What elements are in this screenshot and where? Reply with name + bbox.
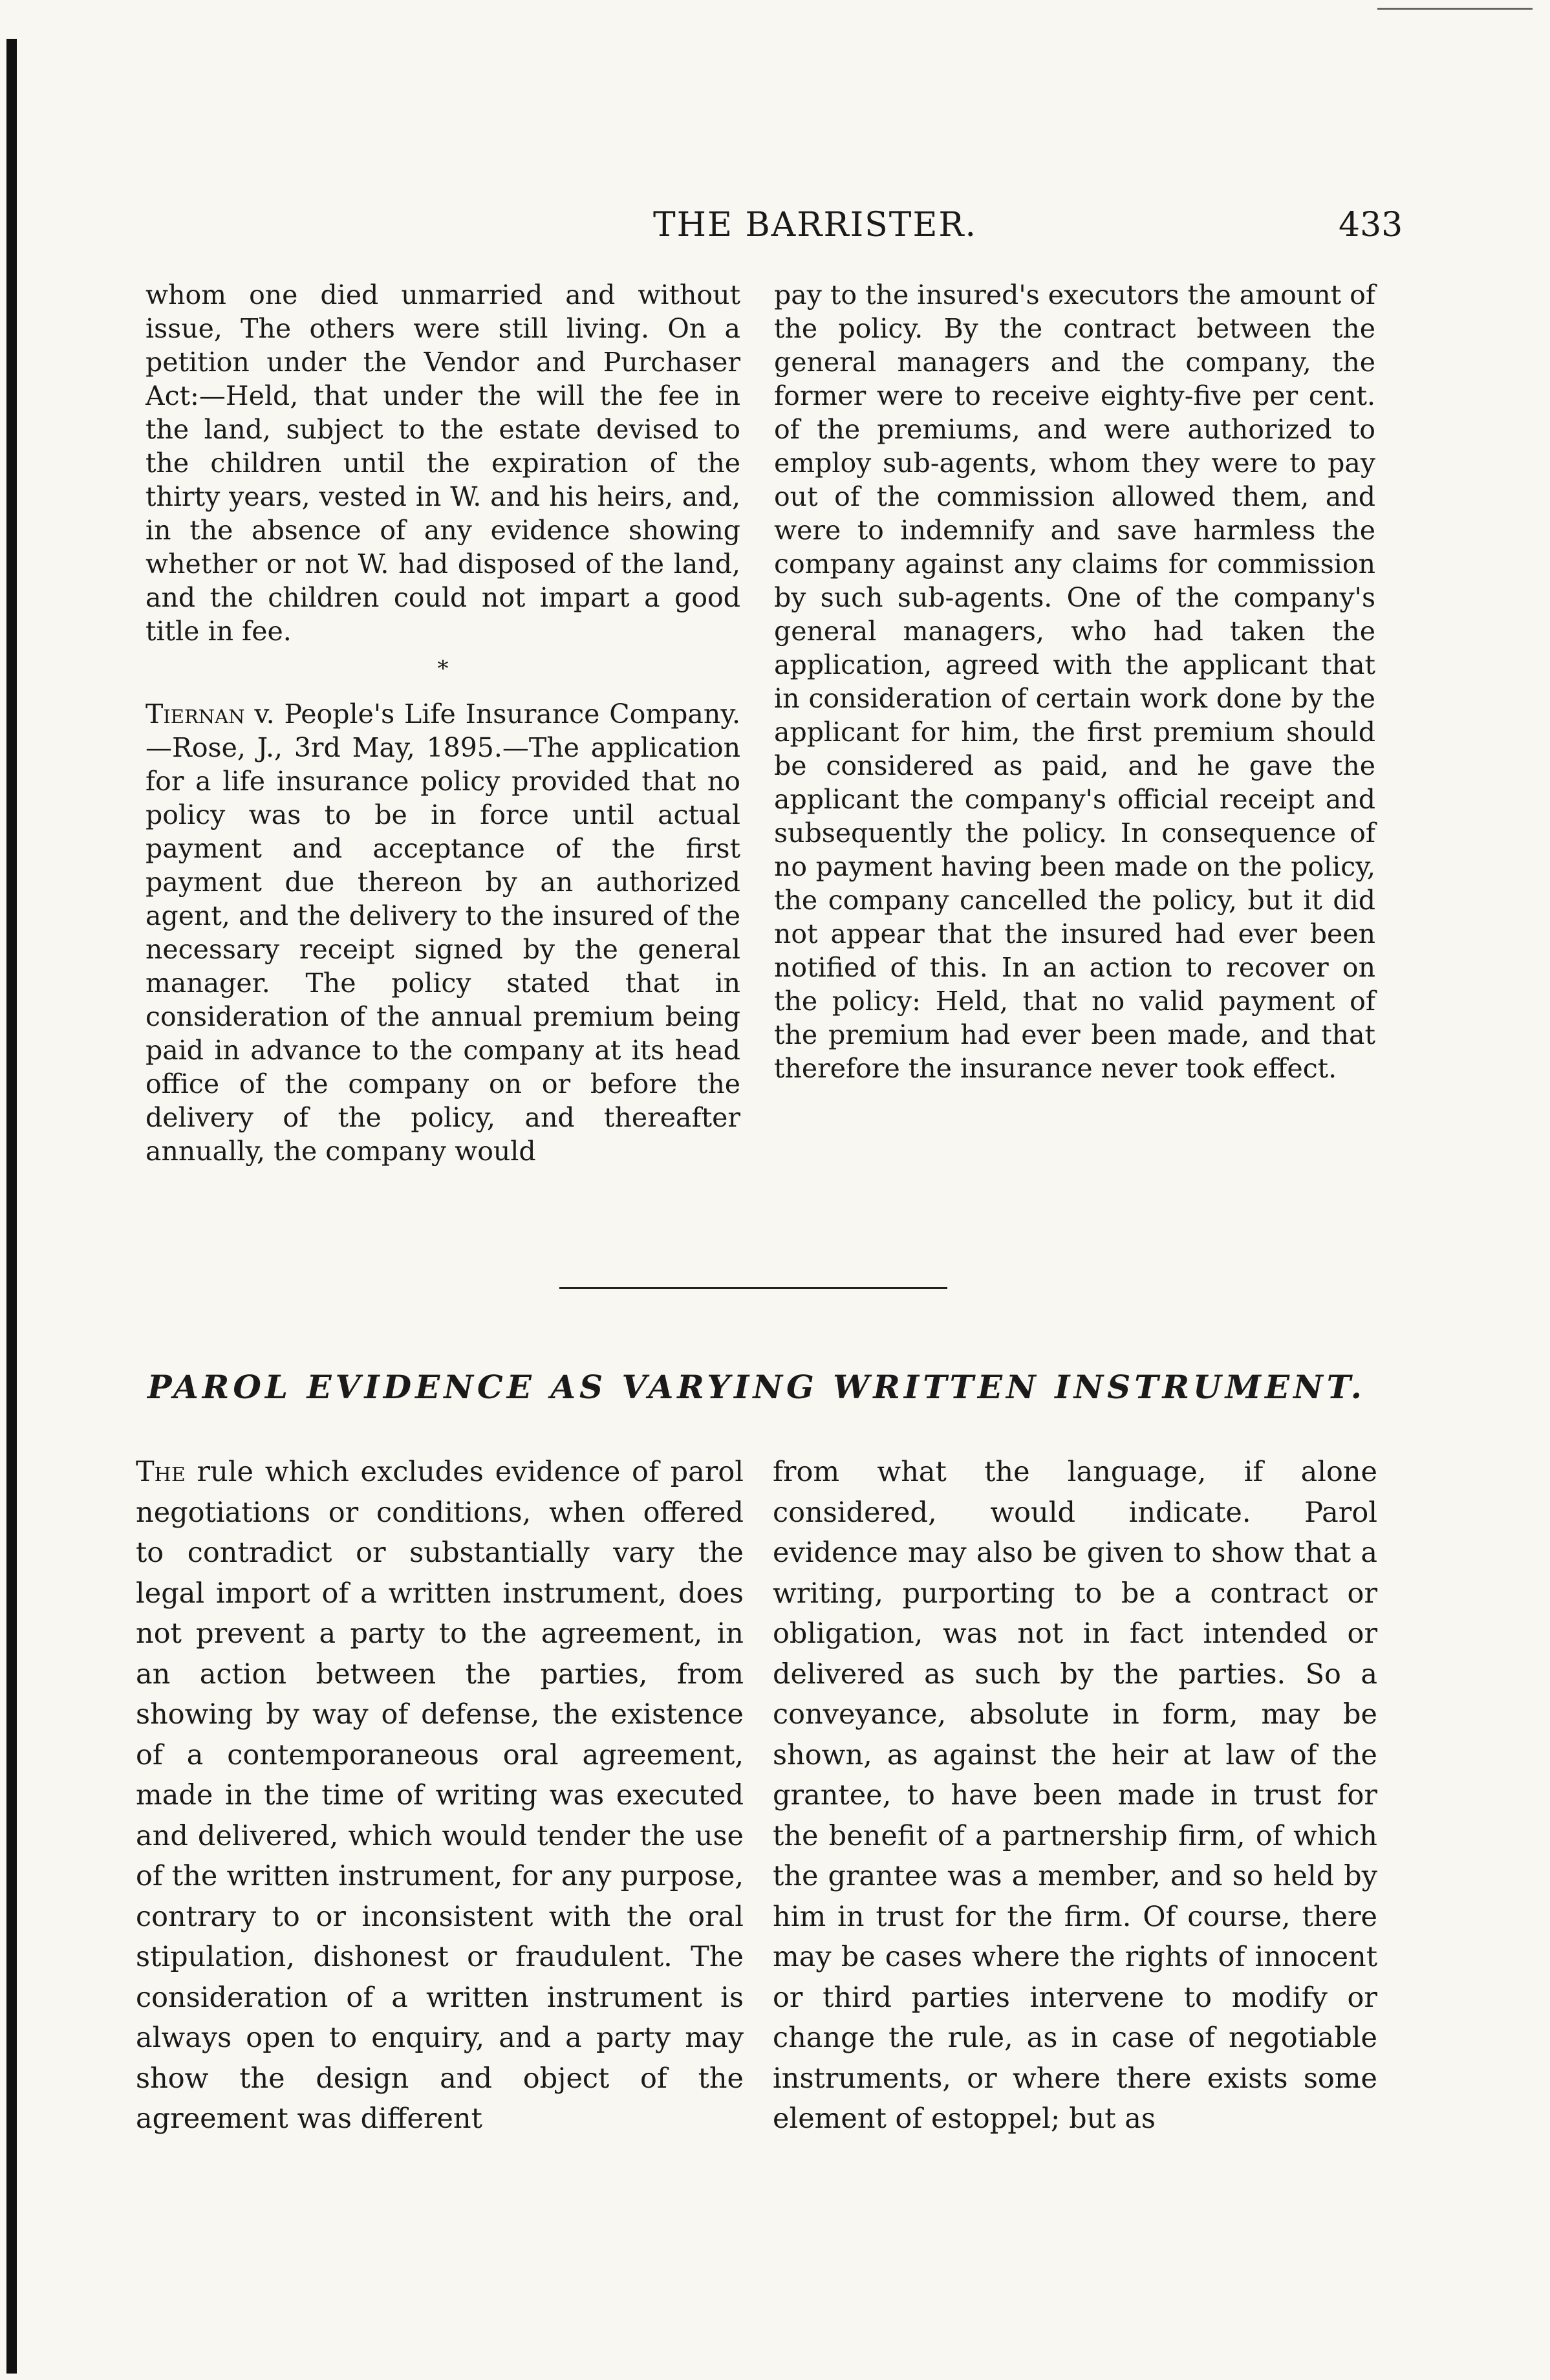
running-title: THE BARRISTER. — [653, 206, 978, 244]
case-text: v. People's Life Insurance Company.—Rose, J., 3rd May, 1895.—The application for a life insurance policy provided that no policy was to be in force until actual payment and acceptance of the first payment due thereon by an authorized agent, and the delivery to the insured of the necessary receipt signed by the general manager. The policy stated that in consideration of the annual premium being paid in advance to the company at its head office of the company on or before the delivery of the policy, and thereafter annually, the company would — [145, 698, 740, 1167]
tiernan-case-continuation: pay to the insured's executors the amount of the policy. By the contract between the general managers and the company, the former were to receive eighty-five per cent. of the premiums, and were authorized to employ sub-agents, whom they were to pay out of the commission allowed them, and were to indemnify and save harmless the company against any claims for commission by such sub-agents. One of the company's general managers, who had taken the application, agreed with the applicant that in consideration of certain work done by the applicant for him, the first premium should be considered as paid, and he gave the applicant the company's official receipt and subsequently the policy. In consequence of no payment having been made on the policy, the company cancelled the policy, but it did not appear that the insured had ever been notified of this. In an action to recover on the policy: Held, that no valid payment of the premium had ever been made, and that therefore the insurance never took effect. — [774, 279, 1375, 1084]
article-right-column — [773, 1452, 1377, 2139]
case-separator: * — [437, 656, 449, 682]
top-right-column — [774, 278, 1375, 1085]
section-title: PAROL EVIDENCE AS VARYING WRITTEN INSTRUMENT. — [147, 1368, 1366, 1406]
article-text-left: rule which excludes evidence of parol negotiations or conditions, when offered to contradict or substantially vary the legal import of a written instrument, does not prevent a party to the agreement, in an action between the parties, from showing by way of defense, the existence of a contemporaneous oral agreement, made in the time of writing was executed and delivered, which would tender the use of the written instrument, for any purpose, contrary to or inconsistent with the oral stipulation, dishonest or fraudulent. The consideration of a written instrument is always open to enquiry, and a party may show the design and object of the agreement was different — [136, 1456, 744, 2135]
binding-edge — [6, 39, 17, 2374]
page-number: 433 — [1339, 206, 1403, 244]
top-left-column — [145, 278, 740, 1168]
will-case-paragraph: whom one died unmarried and without issue, The others were still living. On a petition under the Vendor and Purchaser Act:—Held, that under the will the fee in the land, subject to the estate devised to the children until the expiration of the thirty years, vested in W. and his heirs, and, in the absence of any evidence showing whether or not W. had disposed of the land, and the children could not impart a good title in fee. — [145, 279, 740, 647]
section-divider — [559, 1287, 947, 1289]
lead-word: The — [136, 1456, 186, 1488]
case-name: Tiernan — [145, 698, 245, 730]
tiernan-case-paragraph — [145, 697, 740, 1168]
page-header — [0, 206, 1550, 251]
article-text-right: from what the language, if alone considered, would indicate. Parol evidence may also be given to show that a writing, purporting to be a contract or obligation, was not in fact intended or delivered as such by the parties. So a conveyance, absolute in form, may be shown, as against the heir at law of the grantee, to have been made in trust for the benefit of a partnership firm, of which the grantee was a member, and so held by him in trust for the firm. Of course, there may be cases where the rights of innocent or third parties intervene to modify or change the rule, as in case of negotiable instruments, or where there exists some element of estoppel; but as — [773, 1456, 1377, 2135]
article-paragraph — [136, 1452, 744, 2139]
article-left-column — [136, 1452, 744, 2139]
top-rule — [1377, 8, 1533, 10]
